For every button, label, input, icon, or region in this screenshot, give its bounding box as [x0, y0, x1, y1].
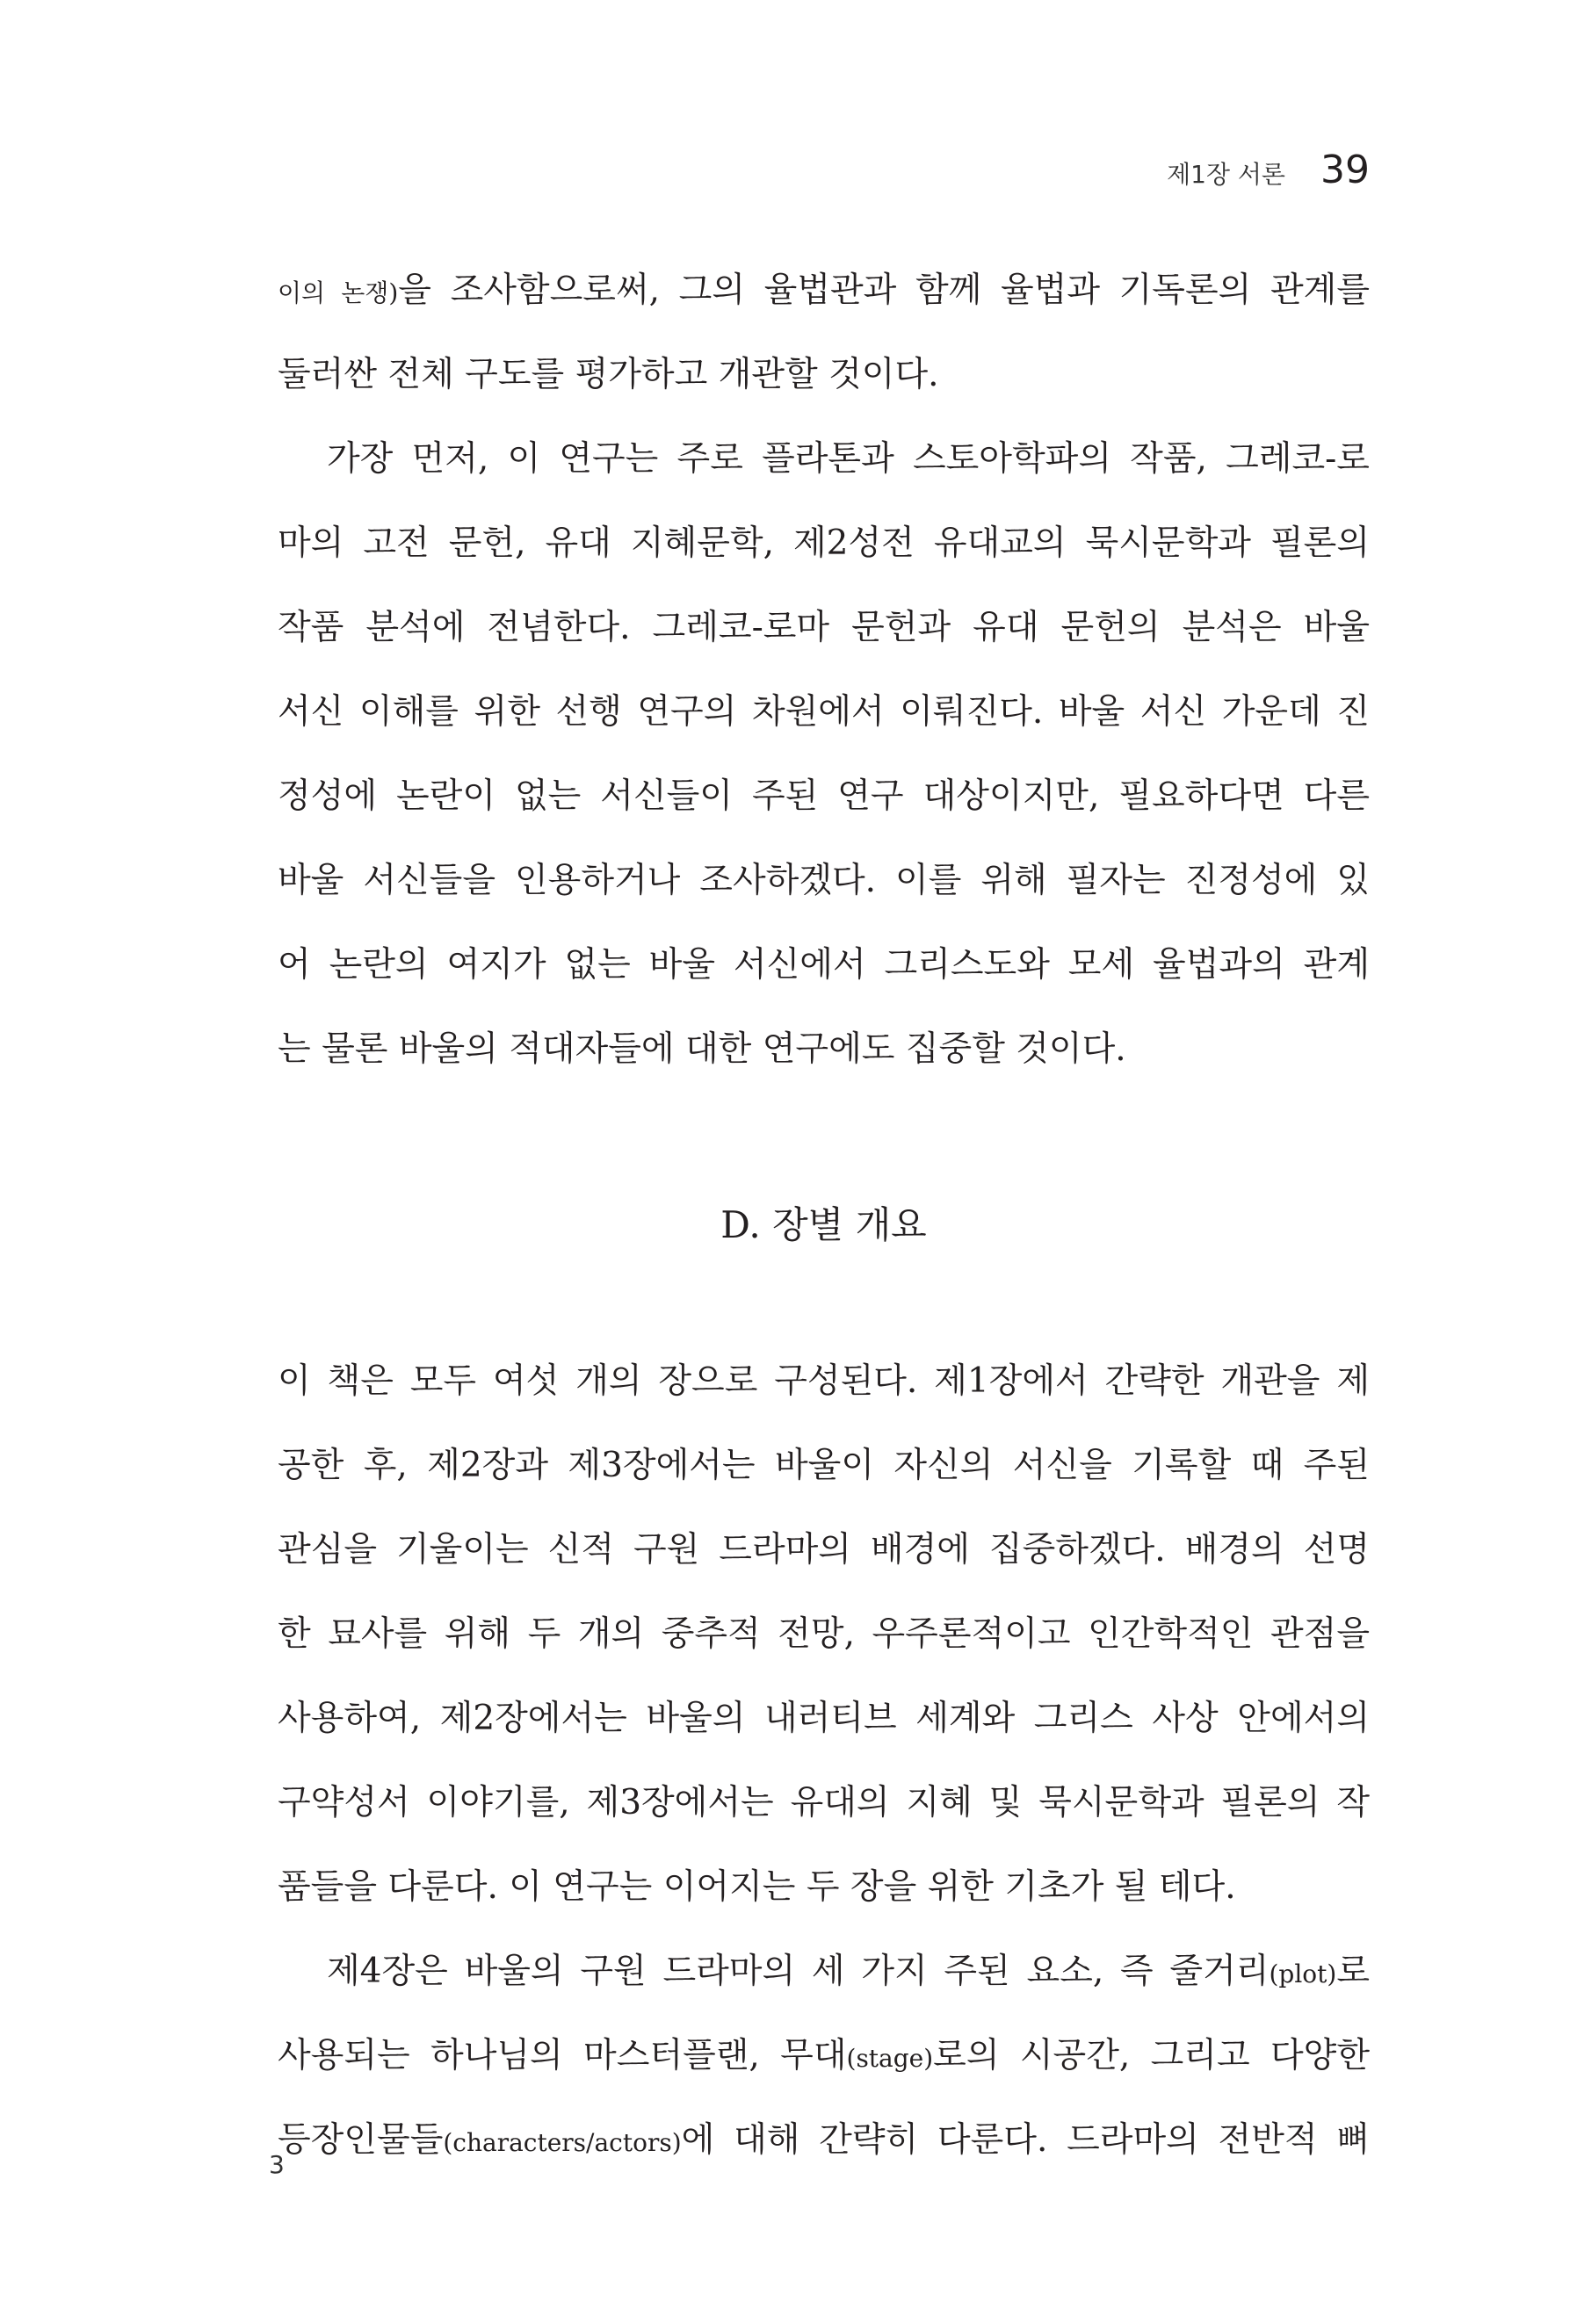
- text-line: 품들을 다룬다. 이 연구는 이어지는 두 장을 위한 기초가 될 테다.: [278, 1867, 1236, 1907]
- paragraph-1: [278, 249, 1370, 417]
- line-text: 사용되는 하나님의 마스터플랜, 무대: [278, 2036, 847, 2075]
- text-line: 공한 후, 제2장과 제3장에서는 바울이 자신의 서신을 기록할 때 주된: [278, 1446, 1370, 1485]
- line-text: 등장인물들: [278, 2120, 444, 2160]
- line-text: 로의 시공간, 그리고 다양한: [933, 2036, 1370, 2075]
- text-line: 서신 이해를 위한 선행 연구의 차원에서 이뤄진다. 바울 서신 가운데 진: [278, 692, 1370, 732]
- inline-small-text: (characters/actors): [443, 2128, 682, 2157]
- text-line: 마의 고전 문헌, 유대 지혜문학, 제2성전 유대교의 묵시문학과 필론의: [278, 523, 1370, 563]
- line-text: 제4장은 바울의 구원 드라마의 세 가지 주된 요소, 즉 줄거리: [327, 1952, 1270, 1991]
- section-heading: D. 장별 개요: [720, 1203, 927, 1246]
- chapter-title: 제1장 서론: [1167, 160, 1285, 189]
- text-line: 는 물론 바울의 적대자들에 대한 연구에도 집중할 것이다.: [278, 1029, 1126, 1069]
- paragraph-2: [278, 417, 1370, 1092]
- text-line: [278, 2098, 1370, 2183]
- inline-small-text: (stage): [846, 2044, 934, 2073]
- line-text: 을 조사함으로써, 그의 율법관과 함께 율법과 기독론의 관계를: [398, 271, 1370, 310]
- text-line: 구약성서 이야기를, 제3장에서는 유대의 지혜 및 묵시문학과 필론의 작: [278, 1783, 1370, 1822]
- line-text: 로: [1336, 1952, 1370, 1991]
- text-line: 작품 분석에 전념한다. 그레코-로마 문헌과 유대 문헌의 분석은 바울: [278, 608, 1370, 647]
- folio: 3: [269, 2150, 285, 2179]
- inline-small-text: 이의 논쟁): [278, 278, 399, 307]
- page-number: 39: [1320, 148, 1370, 192]
- text-line: 사용하여, 제2장에서는 바울의 내러티브 세계와 그리스 사상 안에서의: [278, 1699, 1370, 1738]
- section-paragraph-2: [278, 1930, 1370, 2183]
- line-text: 에 대해 간략히 다룬다. 드라마의 전반적 뼈: [681, 2120, 1370, 2160]
- text-line: 한 묘사를 위해 두 개의 중추적 전망, 우주론적이고 인간학적인 관점을: [278, 1614, 1370, 1654]
- text-line: 이 책은 모두 여섯 개의 장으로 구성된다. 제1장에서 간략한 개관을 제: [278, 1361, 1370, 1401]
- text-line: [278, 249, 1370, 333]
- text-line: [278, 1930, 1370, 2014]
- text-line: 관심을 기울이는 신적 구원 드라마의 배경에 집중하겠다. 배경의 선명: [278, 1530, 1370, 1570]
- running-header: [1167, 148, 1370, 192]
- text-line: 둘러싼 전체 구도를 평가하고 개관할 것이다.: [278, 355, 939, 394]
- inline-small-text: (plot): [1269, 1960, 1337, 1988]
- text-line: [278, 2014, 1370, 2098]
- text-line: 가장 먼저, 이 연구는 주로 플라톤과 스토아학파의 작품, 그레코-로: [327, 439, 1370, 479]
- text-line: 정성에 논란이 없는 서신들이 주된 연구 대상이지만, 필요하다면 다른: [278, 776, 1370, 816]
- section-paragraph-1: [278, 1339, 1370, 1930]
- text-line: 바울 서신들을 인용하거나 조사하겠다. 이를 위해 필자는 진정성에 있: [278, 861, 1370, 900]
- text-line: 어 논란의 여지가 없는 바울 서신에서 그리스도와 모세 율법과의 관계: [278, 945, 1370, 985]
